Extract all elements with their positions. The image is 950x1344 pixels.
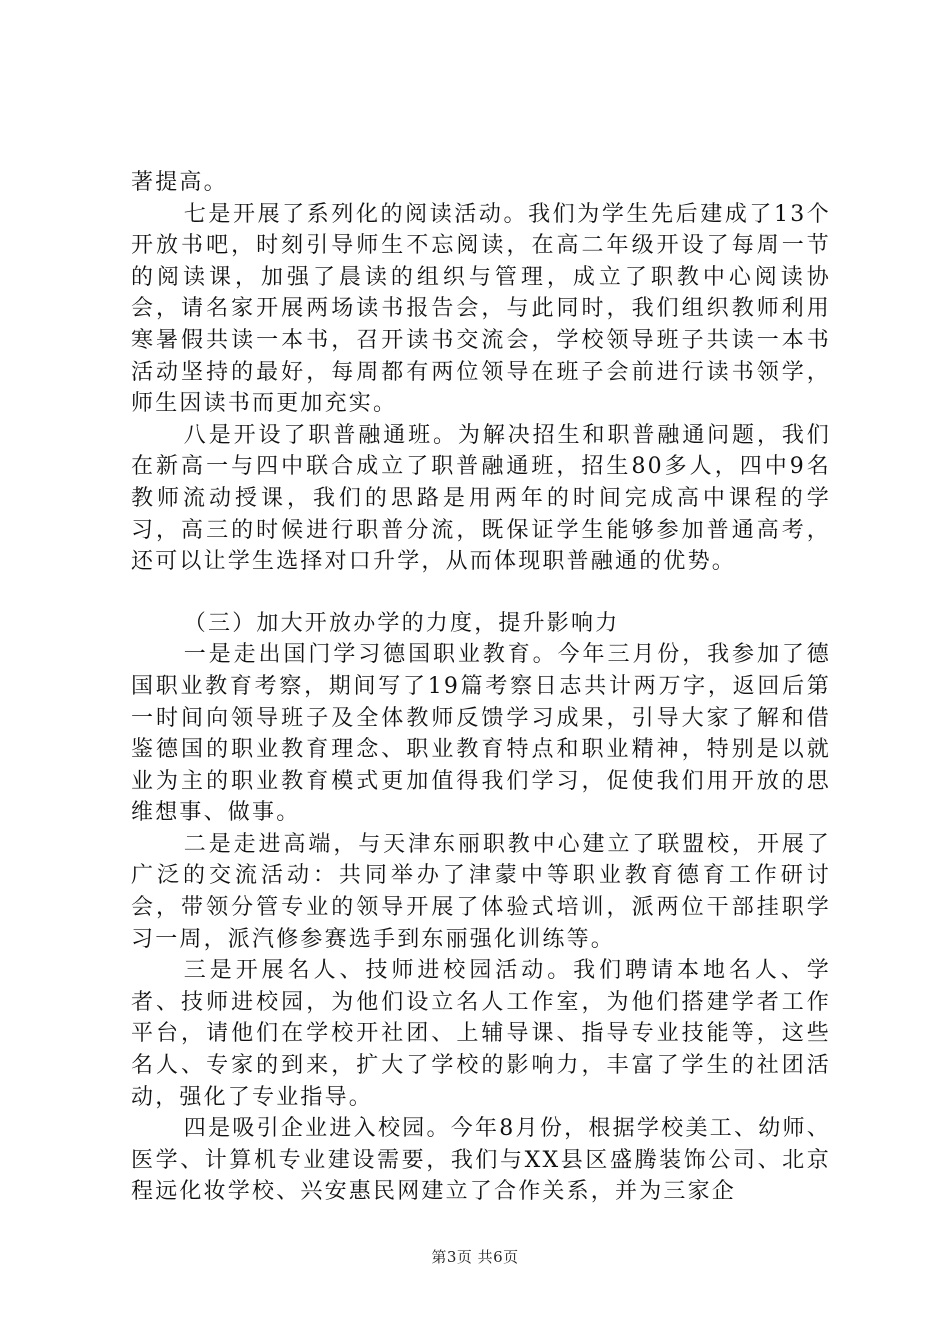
paragraph-tianjin-alliance: 二是走进高端，与天津东丽职教中心建立了联盟校，开展了广泛的交流活动：共同举办了津蒙中等职业教育德育工作研讨会，带领分管专业的领导开展了体验式培训，派两位干部挂职学习一周，派汽修参赛选手到东丽强化训练等。	[131, 831, 831, 952]
paragraph-continuation: 著提高。	[131, 170, 228, 195]
page-number: 第3页 共6页	[431, 1248, 519, 1266]
paragraph-experts-on-campus: 三是开展名人、技师进校园活动。我们聘请本地名人、学者、技师进校园，为他们设立名人工作室，为他们搭建学者工作平台，请他们在学校开社团、上辅导课、指导专业技能等，这些名人、专家的到来，扩大了学校的影响力，丰富了学生的社团活动，强化了专业指导。	[131, 958, 831, 1110]
paragraph-reading-activities: 七是开展了系列化的阅读活动。我们为学生先后建成了13个开放书吧，时刻引导师生不忘阅读，在高二年级开设了每周一节的阅读课，加强了晨读的组织与管理，成立了职教中心阅读协会，请名家开展两场读书报告会，与此同时，我们组织教师利用寒暑假共读一本书，召开读书交流会，学校领导班子共读一本书活动坚持的最好，每周都有两位领导在班子会前进行读书领学，师生因读书而更加充实。	[131, 201, 831, 417]
paragraph-enterprises-on-campus: 四是吸引企业进入校园。今年8月份，根据学校美工、幼师、医学、计算机专业建设需要，我们与XX县区盛腾装饰公司、北京程远化妆学校、兴安惠民网建立了合作关系，并为三家企	[131, 1116, 831, 1205]
paragraph-germany-study: 一是走出国门学习德国职业教育。今年三月份，我参加了德国职业教育考察，期间写了19篇考察日志共计两万字，返回后第一时间向领导班子及全体教师反馈学习成果，引导大家了解和借鉴德国的职业教育理念、职业教育特点和职业精神，特别是以就业为主的职业教育模式更加值得我们学习，促使我们用开放的思维想事、做事。	[131, 642, 831, 826]
paragraph-gap	[131, 578, 831, 608]
paragraph-vocational-general-class: 八是开设了职普融通班。为解决招生和职普融通问题，我们在新高一与四中联合成立了职普融通班，招生80多人，四中9名教师流动授课，我们的思路是用两年的时间完成高中课程的学习，高三的时候进行职普分流，既保证学生能够参加普通高考，还可以让学生选择对口升学，从而体现职普融通的优势。	[131, 422, 831, 575]
section-heading: （三）加大开放办学的力度，提升影响力	[183, 610, 620, 636]
document-body	[131, 167, 831, 1208]
